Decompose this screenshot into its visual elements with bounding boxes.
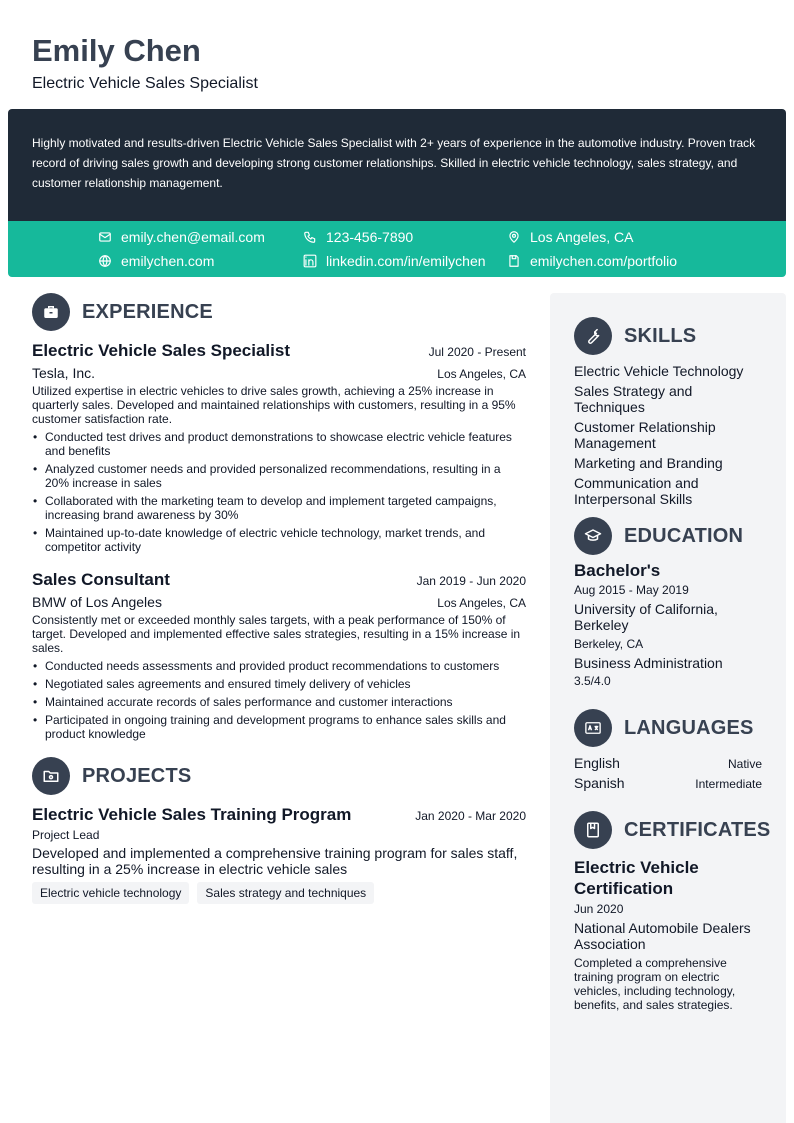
phone-icon — [303, 230, 317, 244]
list-item: • Conducted needs assessments and provided product recommendations to customers — [32, 659, 526, 673]
certificates-section-header — [574, 811, 771, 849]
contact-email[interactable]: emily.chen@email.com — [98, 228, 265, 246]
contact-portfolio[interactable]: emilychen.com/portfolio — [507, 252, 677, 270]
certificate-date: Jun 2020 — [574, 902, 624, 916]
certificates-heading: CERTIFICATES — [624, 818, 771, 841]
summary-text: Highly motivated and results-driven Electric Vehicle Sales Specialist with 2+ years of experience in the automotive industry. Proven track record of driving sales growth and developing strong customer relationships. Skilled in electric vehicle technology, sales strategy, and customer relationship management. — [32, 136, 756, 190]
project-role: Project Lead — [32, 828, 100, 842]
job-bullets — [32, 430, 526, 554]
job-title: Electric Vehicle Sales Specialist — [32, 341, 290, 360]
skill-item: Sales Strategy and Techniques — [574, 383, 693, 415]
project-tags — [32, 882, 526, 904]
job-description: Utilized expertise in electric vehicles to drive sales growth, achieving a 25% increase in quarterly sales. Developed and maintained relationships with customers, resulting in a 95% customer satisfaction rate. — [32, 384, 516, 426]
project-tag: Sales strategy and techniques — [197, 882, 374, 904]
summary-panel — [8, 109, 786, 221]
contact-website[interactable]: emilychen.com — [98, 252, 214, 270]
project-tag: Electric vehicle technology — [32, 882, 189, 904]
skills-heading: SKILLS — [624, 324, 697, 347]
certificate-item — [574, 857, 762, 1012]
experience-section-header — [32, 293, 526, 331]
experience-item — [32, 341, 526, 554]
education-school: University of California, Berkeley — [574, 601, 718, 633]
skill-item: Electric Vehicle Technology — [574, 363, 744, 379]
list-item: • Conducted test drives and product demonstrations to showcase electric vehicle features and benefits — [32, 430, 526, 458]
list-item: • Participated in ongoing training and development programs to enhance sales skills and product knowledge — [32, 713, 526, 741]
education-location: Berkeley, CA — [574, 637, 644, 651]
candidate-title: Electric Vehicle Sales Specialist — [32, 75, 258, 92]
languages-section-header — [574, 709, 762, 747]
education-heading: EDUCATION — [624, 524, 744, 547]
mail-icon — [98, 230, 112, 244]
projects-section-header — [32, 757, 526, 795]
job-title: Sales Consultant — [32, 570, 170, 589]
certificate-description: Completed a comprehensive training program on electric vehicles, including technology, benefits, and sales strategies. — [574, 956, 736, 1012]
contact-bar — [8, 221, 786, 277]
list-item: • Collaborated with the marketing team to develop and implement targeted campaigns, increasing brand awareness by 30% — [32, 494, 526, 522]
globe-icon — [98, 254, 112, 268]
graduation-cap-icon — [574, 517, 612, 555]
list-item: • Analyzed customer needs and provided personalized recommendations, resulting in a 20% increase in sales — [32, 462, 526, 490]
education-gpa: 3.5/4.0 — [574, 674, 611, 688]
job-location: Los Angeles, CA — [437, 367, 526, 381]
experience-item — [32, 570, 526, 741]
wrench-icon — [574, 317, 612, 355]
job-description: Consistently met or exceeded monthly sales targets, with a peak performance of 150% of target. Developed and implemented effective sales strategies, resulting in a 15% increase in sales. — [32, 613, 521, 655]
project-description: Developed and implemented a comprehensive training program for sales staff, resulting in a 25% increase in electric vehicle sales — [32, 845, 518, 877]
list-item: • Maintained up-to-date knowledge of electric vehicle technology, market trends, and competitor activity — [32, 526, 526, 554]
project-title: Electric Vehicle Sales Training Program — [32, 805, 352, 824]
project-dates: Jan 2020 - Mar 2020 — [415, 809, 526, 823]
languages-list — [574, 755, 762, 791]
briefcase-icon — [32, 293, 70, 331]
contact-linkedin[interactable]: linkedin.com/in/emilychen — [303, 252, 486, 270]
certificate-icon — [574, 811, 612, 849]
certificate-title: Electric Vehicle Certification — [574, 858, 699, 898]
job-company: BMW of Los Angeles — [32, 594, 162, 610]
skills-section-header — [574, 317, 762, 355]
job-dates: Jan 2019 - Jun 2020 — [416, 574, 526, 588]
map-pin-icon — [507, 230, 521, 244]
contact-location: Los Angeles, CA — [507, 228, 634, 246]
job-location: Los Angeles, CA — [437, 596, 526, 610]
languages-heading: LANGUAGES — [624, 716, 754, 739]
job-dates: Jul 2020 - Present — [428, 345, 526, 359]
list-item: • Negotiated sales agreements and ensured timely delivery of vehicles — [32, 677, 526, 691]
job-company: Tesla, Inc. — [32, 365, 96, 381]
education-degree: Bachelor's — [574, 561, 661, 580]
candidate-name: Emily Chen — [32, 33, 201, 68]
job-bullets — [32, 659, 526, 741]
skill-item: Customer Relationship Management — [574, 419, 716, 451]
list-item: • Maintained accurate records of sales performance and customer interactions — [32, 695, 526, 709]
main-column — [32, 293, 526, 904]
projects-heading: PROJECTS — [82, 764, 192, 787]
language-level: Intermediate — [695, 777, 762, 791]
education-item — [574, 561, 762, 688]
skills-list — [574, 363, 762, 507]
skill-item: Communication and Interpersonal Skills — [574, 475, 699, 507]
language-name: Spanish — [574, 775, 625, 791]
language-name: English — [574, 755, 620, 771]
folder-icon — [32, 757, 70, 795]
resume-header — [32, 34, 258, 93]
linkedin-icon — [303, 254, 317, 268]
education-dates: Aug 2015 - May 2019 — [574, 583, 689, 597]
portfolio-icon — [507, 254, 521, 268]
contact-phone[interactable]: 123-456-7890 — [303, 228, 413, 246]
skill-item: Marketing and Branding — [574, 455, 723, 471]
certificate-issuer: National Automobile Dealers Association — [574, 920, 751, 952]
language-row — [574, 775, 762, 791]
experience-heading: EXPERIENCE — [82, 300, 213, 323]
language-row — [574, 755, 762, 771]
education-field: Business Administration — [574, 655, 723, 671]
language-level: Native — [727, 757, 762, 771]
translate-icon — [574, 709, 612, 747]
sidebar-column — [550, 293, 786, 1123]
project-item — [32, 805, 526, 904]
education-section-header — [574, 517, 762, 555]
